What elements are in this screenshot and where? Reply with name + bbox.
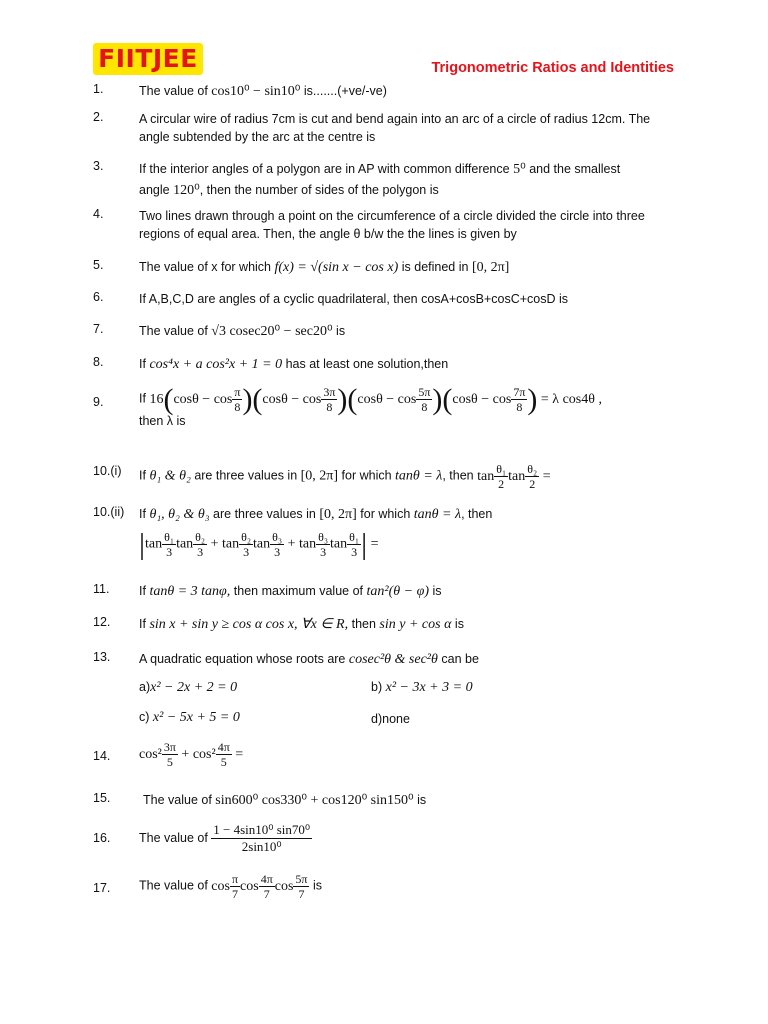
question-number: 3.: [93, 159, 104, 173]
question-number: 17.: [93, 881, 111, 895]
question-text: If the interior angles of a polygon are in AP with common difference 5⁰ and the smallest angle 120⁰, then the number of sides of the polygon is: [139, 162, 621, 198]
question-number: 1.: [93, 82, 104, 96]
math-expression: cos10⁰ − sin10⁰: [211, 84, 301, 99]
question-text: The value of x for which f(x) = √(sin x − cos x) is defined in [0, 2π]: [139, 260, 510, 275]
math-expression: |tan $\frac{\text{θ₁}}{3}$ tan $\frac{\text{θ₂}}{3}$ + tan $\frac{\text{θ₂}}{3}$ tan $\frac{\text{θ₃}}{3}$ + tan $\frac{\text{θ₃}}{3}$ tan $\frac{\text{θ₁}}{3}$ | =: [139, 527, 379, 561]
option-d: d)none: [371, 712, 410, 726]
question-number: 10.(i): [93, 464, 122, 478]
question-number: 5.: [93, 258, 104, 272]
question-number: 16.: [93, 831, 111, 845]
question-number: 7.: [93, 322, 104, 336]
question-text: Two lines drawn through a point on the circumference of a circle divided the circle into three regions of equal area. Then, the angle θ b/w the the lines is given by: [139, 209, 645, 241]
question-number: 13.: [93, 650, 111, 664]
question-text: The value of √3 cosec20⁰ − sec20⁰ is: [139, 324, 346, 339]
question-number: 14.: [93, 749, 111, 763]
option-b: b) x² − 3x + 3 = 0: [371, 680, 473, 695]
math-expression: $\frac{\text{1 − 4sin10⁰ sin70⁰}}{\text{2sin10⁰}}$: [213, 822, 311, 854]
question-number: 6.: [93, 290, 104, 304]
question-text: If θ₁ & θ₂ are three values in [0, 2π] for which tanθ = λ, then tan $\frac{\text{θ₁}}{2}$ tan $\frac{\text{θ₂}}{2}$ =: [139, 462, 551, 491]
question-text: If 16(cosθ − cos $\frac{\pi}{8}$ )(cosθ − cos $\frac{3\pi}{8}$ )(cosθ − cos $\frac{5\pi}{8}$ )(cosθ − cos $\frac{7\pi}{8}$ ) = λ cos4θ , then λ is: [139, 382, 602, 428]
question-number: 2.: [93, 110, 104, 124]
question-text: If θ₁, θ₂ & θ₃ are three values in [0, 2π] for which tanθ = λ, then |tan $\frac{\text{θ₁}}{3}$ tan $\frac{\text{θ₂}}{3}$ + tan $\frac{\text{θ₂}}{3}$ tan $\frac{\text{θ₃}}{3}$ + tan $\frac{\text{θ₃}}{3}$ tan $\frac{\text{θ₁}}{3}$ | =: [139, 505, 679, 559]
math-expression: cos² $\frac{3\pi}{5}$ + cos² $\frac{4\pi}{5}$ =: [139, 740, 244, 769]
question-text: [139, 740, 679, 769]
question-text: If cos⁴x + a cos²x + 1 = 0 has at least one solution,then: [139, 357, 449, 372]
question-number: 9.: [93, 395, 104, 409]
question-text: The value of $\frac{\text{1 − 4sin10⁰ sin70⁰}}{\text{2sin10⁰}}$: [139, 822, 311, 854]
question-number: 4.: [93, 207, 104, 221]
fiitjee-logo: [93, 43, 203, 75]
question-text: If A,B,C,D are angles of a cyclic quadrilateral, then cosA+cosB+cosC+cosD is: [139, 292, 569, 306]
math-expression: cos $\frac{\pi}{7}$ cos $\frac{4\pi}{7}$ cos $\frac{5\pi}{7}$: [211, 872, 308, 901]
question-text: The value of cos $\frac{\pi}{7}$ cos $\frac{4\pi}{7}$ cos $\frac{5\pi}{7}$ is: [139, 872, 322, 901]
question-text: If tanθ = 3 tanφ, then maximum value of tan²(θ − φ) is: [139, 584, 442, 599]
question-text: A circular wire of radius 7cm is cut and bend again into an arc of a circle of radius 12cm. The angle subtended by the arc at the centre is: [139, 112, 651, 144]
math-expression: tan $\frac{\text{θ₁}}{2}$ tan $\frac{\text{θ₂}}{2}$ =: [477, 462, 551, 491]
question-number: 10.(ii): [93, 505, 125, 519]
question-number: 8.: [93, 355, 104, 369]
question-text: If sin x + sin y ≥ cos α cos x, ∀x ∈ R, then sin y + cos α is: [139, 617, 464, 632]
option-a: a)x² − 2x + 2 = 0: [139, 680, 238, 695]
question-number: 11.: [93, 582, 110, 596]
question-text: The value of cos10⁰ − sin10⁰ is.......(+ve/-ve): [139, 84, 387, 99]
question-text: The value of sin600⁰ cos330⁰ + cos120⁰ sin150⁰ is: [143, 793, 427, 808]
question-text: A quadratic equation whose roots are cosec²θ & sec²θ can be: [139, 652, 479, 667]
logo-text: FIITJEE: [98, 44, 198, 73]
math-expression: 16(cosθ − cos $\frac{\pi}{8}$ )(cosθ − cos $\frac{3\pi}{8}$ )(cosθ − cos $\frac{5\pi}{8}$ )(cosθ − cos $\frac{7\pi}{8}$ ) = λ cos4θ ,: [149, 382, 602, 416]
question-number: 12.: [93, 615, 111, 629]
page-title: Trigonometric Ratios and Identities: [431, 60, 674, 76]
question-number: 15.: [93, 791, 111, 805]
option-c: c) x² − 5x + 5 = 0: [139, 710, 240, 725]
